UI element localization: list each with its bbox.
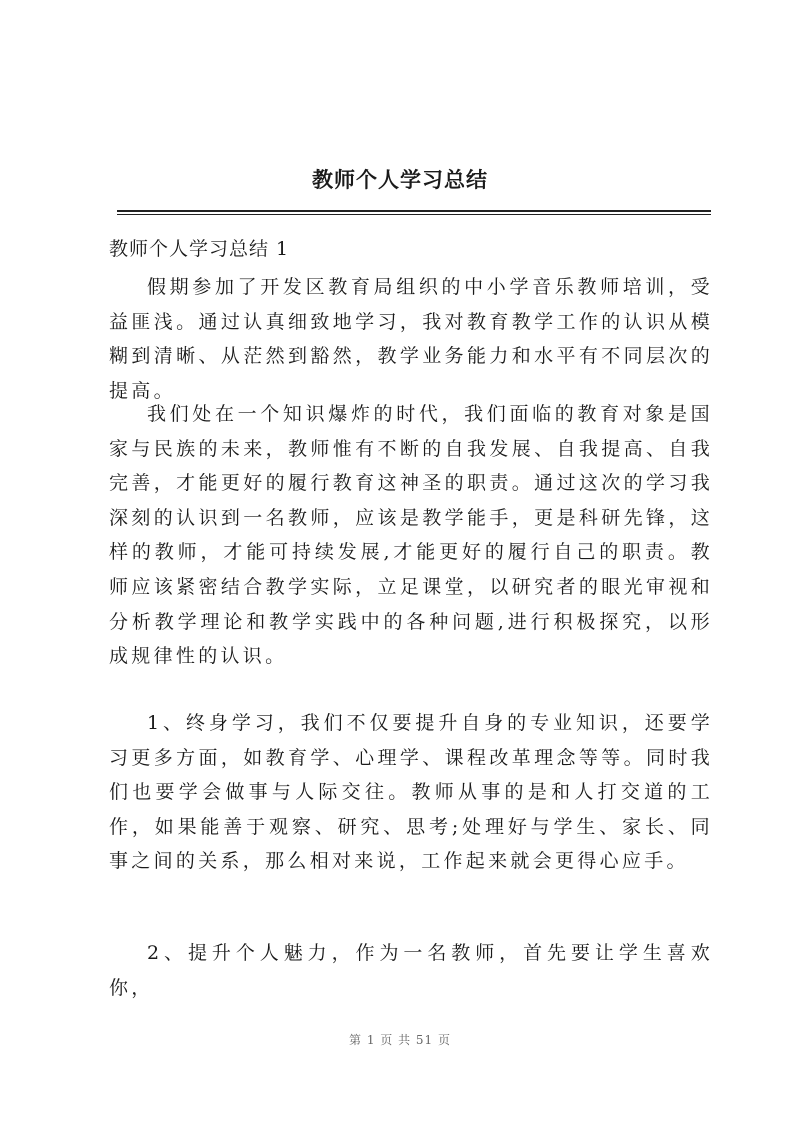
paragraph-3: 1、终身学习，我们不仅要提升自身的专业知识，还要学习更多方面，如教育学、心理学、课程改革理念等等。同时我们也要学会做事与人际交往。教师从事的是和人打交道的工作，如果能善于观察、研究、思考;处理好与学生、家长、同事之间的关系，那么相对来说，工作起来就会更得心应手。 <box>109 712 713 873</box>
paragraph-1: 假期参加了开发区教育局组织的中小学音乐教师培训，受益匪浅。通过认真细致地学习，我对教育教学工作的认识从模糊到清晰、从茫然到豁然，教学业务能力和水平有不同层次的提高。 <box>109 276 713 402</box>
title-divider <box>117 210 711 215</box>
paragraph-4: 2、提升个人魅力，作为一名教师，首先要让学生喜欢你， <box>109 942 713 999</box>
page-footer: 第 1 页 共 51 页 <box>349 1033 451 1047</box>
page-title: 教师个人学习总结 <box>312 167 488 192</box>
paragraph-2: 我们处在一个知识爆炸的时代，我们面临的教育对象是国家与民族的未来，教师惟有不断的自我发展、自我提高、自我完善，才能更好的履行教育这神圣的职责。通过这次的学习我深刻的认识到一名教师，应该是教学能手，更是科研先锋，这样的教师，才能可持续发展,才能更好的履行自己的职责。教师应该紧密结合教学实际，立足课堂，以研究者的眼光审视和分析教学理论和教学实践中的各种问题,进行积极探究，以形成规律性的认识。 <box>109 403 713 668</box>
section-heading: 教师个人学习总结 1 <box>109 238 290 260</box>
